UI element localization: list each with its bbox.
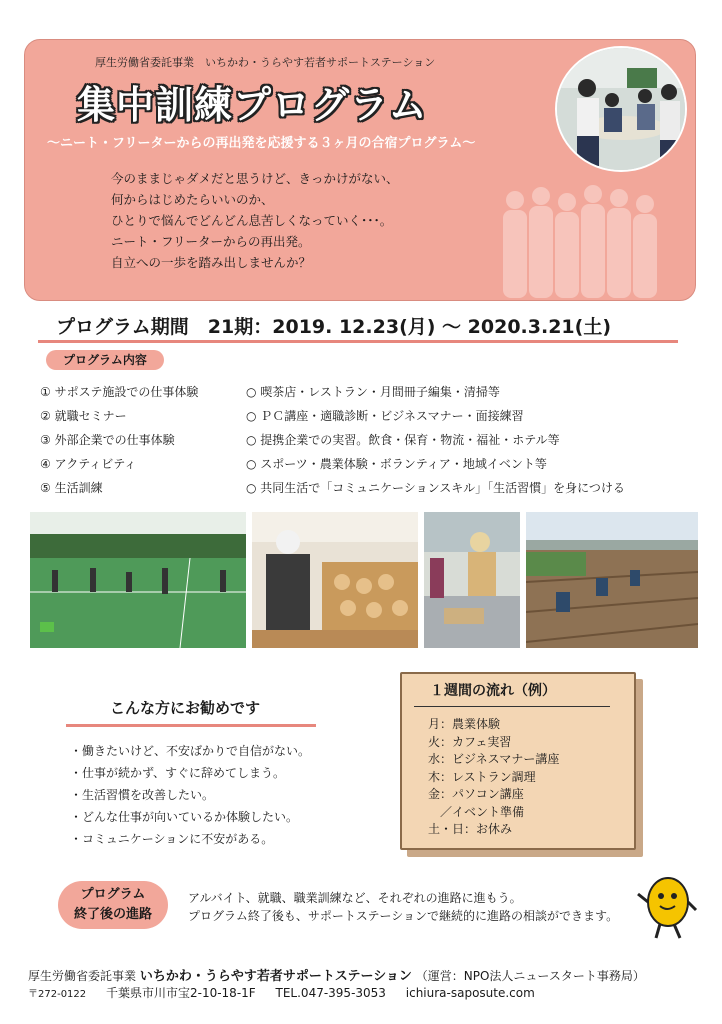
program-item: ④ アクティビティ [40, 457, 137, 471]
list-item: 水：ビジネスマナー講座 [428, 752, 560, 766]
activity-photos [30, 512, 700, 648]
week-title: １週間の流れ（例） [430, 683, 556, 699]
after-program-label [58, 881, 168, 929]
list-item: 木：レストラン調理 [428, 769, 536, 784]
list-item: ／イベント準備 [428, 804, 525, 819]
page-subtitle: ～ニート・フリーターからの再出発を応援する３ヶ月の合宿プログラム～ [47, 136, 476, 151]
list-item: ・働きたいけど、不安ばかりで自信がない。 [70, 744, 311, 758]
intro-text [111, 168, 399, 273]
program-detail: ○ スポーツ・農業体験・ボランティア・地域イベント等 [246, 457, 547, 471]
week-list [428, 716, 559, 839]
footer-operator: （運営：NPO法人ニュースタート事務局） [415, 969, 645, 983]
list-item: 火：カフェ実習 [428, 734, 512, 749]
intro-line: 何からはじめたらいいのか、 [111, 192, 274, 207]
program-detail: ○ 喫茶店・レストラン・月間冊子編集・清掃等 [246, 385, 500, 399]
footer-postal: 〒272-0122 [28, 989, 87, 1000]
program-content-label: プログラム内容 [46, 350, 164, 370]
program-item: ② 就職セミナー [40, 409, 127, 423]
after-line: アルバイト、就職、職業訓練など、それぞれの進路に進もう。 [188, 891, 522, 905]
sports-photo [30, 512, 246, 648]
intro-line: 今のままじゃダメだと思うけど、きっかけがない、 [111, 171, 399, 186]
weekly-schedule-box [400, 672, 636, 850]
footer-org-prefix: 厚生労働省委託事業 [28, 969, 137, 983]
list-item: 金：パソコン講座 [428, 787, 524, 801]
footer-tel: TEL.047-395-3053 [275, 986, 386, 1000]
sponsor-text: 厚生労働省委託事業 いちかわ・うらやす若者サポートステーション [95, 56, 436, 69]
divider [66, 724, 316, 727]
program-period: プログラム期間 21期：2019. 12.23(月) ～ 2020.3.21(土) [56, 316, 612, 338]
recommend-title: こんな方にお勧めです [110, 699, 261, 717]
mascot-icon [636, 872, 698, 940]
list-item: ・仕事が続かず、すぐに辞めてしまう。 [70, 766, 286, 780]
program-item: ⑤ 生活訓練 [40, 481, 103, 495]
footer-org-name: いちかわ・うらやす若者サポートステーション [139, 969, 412, 984]
program-item: ③ 外部企業での仕事体験 [40, 433, 175, 447]
list-item: ・コミュニケーションに不安がある。 [70, 832, 274, 846]
after-program-text [188, 889, 618, 925]
footer-web: ichiura-saposute.com [405, 986, 535, 1000]
list-item: 月：農業体験 [428, 717, 501, 731]
list-item: ・生活習慣を改善したい。 [70, 788, 215, 802]
divider [38, 340, 678, 343]
people-silhouette-illustration [495, 178, 675, 298]
program-detail: ○ 共同生活で「コミュニケーションスキル」「生活習慣」を身につける [246, 481, 625, 495]
program-item: ① サポステ施設での仕事体験 [40, 385, 199, 399]
after-label-line: 終了後の進路 [73, 907, 152, 922]
after-label-line: プログラム [80, 887, 146, 902]
page-title: 集中訓練プログラム [77, 83, 428, 127]
program-detail: ○ ＰＣ講座・適職診断・ビジネスマナー・面接練習 [246, 409, 524, 423]
program-detail: ○ 提携企業での実習。飲食・保育・物流・福祉・ホテル等 [246, 433, 560, 447]
footer-address: 千葉県市川市宝2-10-18-1F [105, 986, 256, 1000]
divider [414, 706, 610, 707]
intro-line: 自立への一歩を踏み出しませんか？ [111, 255, 312, 270]
list-item: ・どんな仕事が向いているか体験したい。 [70, 810, 299, 824]
footer-org [28, 965, 645, 984]
bakery-photo [252, 512, 418, 648]
intro-line: ニート・フリーターからの再出発。 [111, 234, 311, 249]
cafe-kitchen-photo [424, 512, 520, 648]
footer-contact [28, 984, 551, 1001]
list-item: 土・日：お休み [428, 822, 513, 836]
after-line: プログラム終了後も、サポートステーションで継続的に進路の相談ができます。 [188, 909, 619, 923]
group-photo [555, 46, 687, 172]
header-banner [24, 39, 696, 301]
farming-photo [526, 512, 698, 648]
intro-line: ひとりで悩んでどんどん息苦しくなっていく･･･。 [111, 213, 393, 228]
recommend-list [70, 740, 310, 850]
